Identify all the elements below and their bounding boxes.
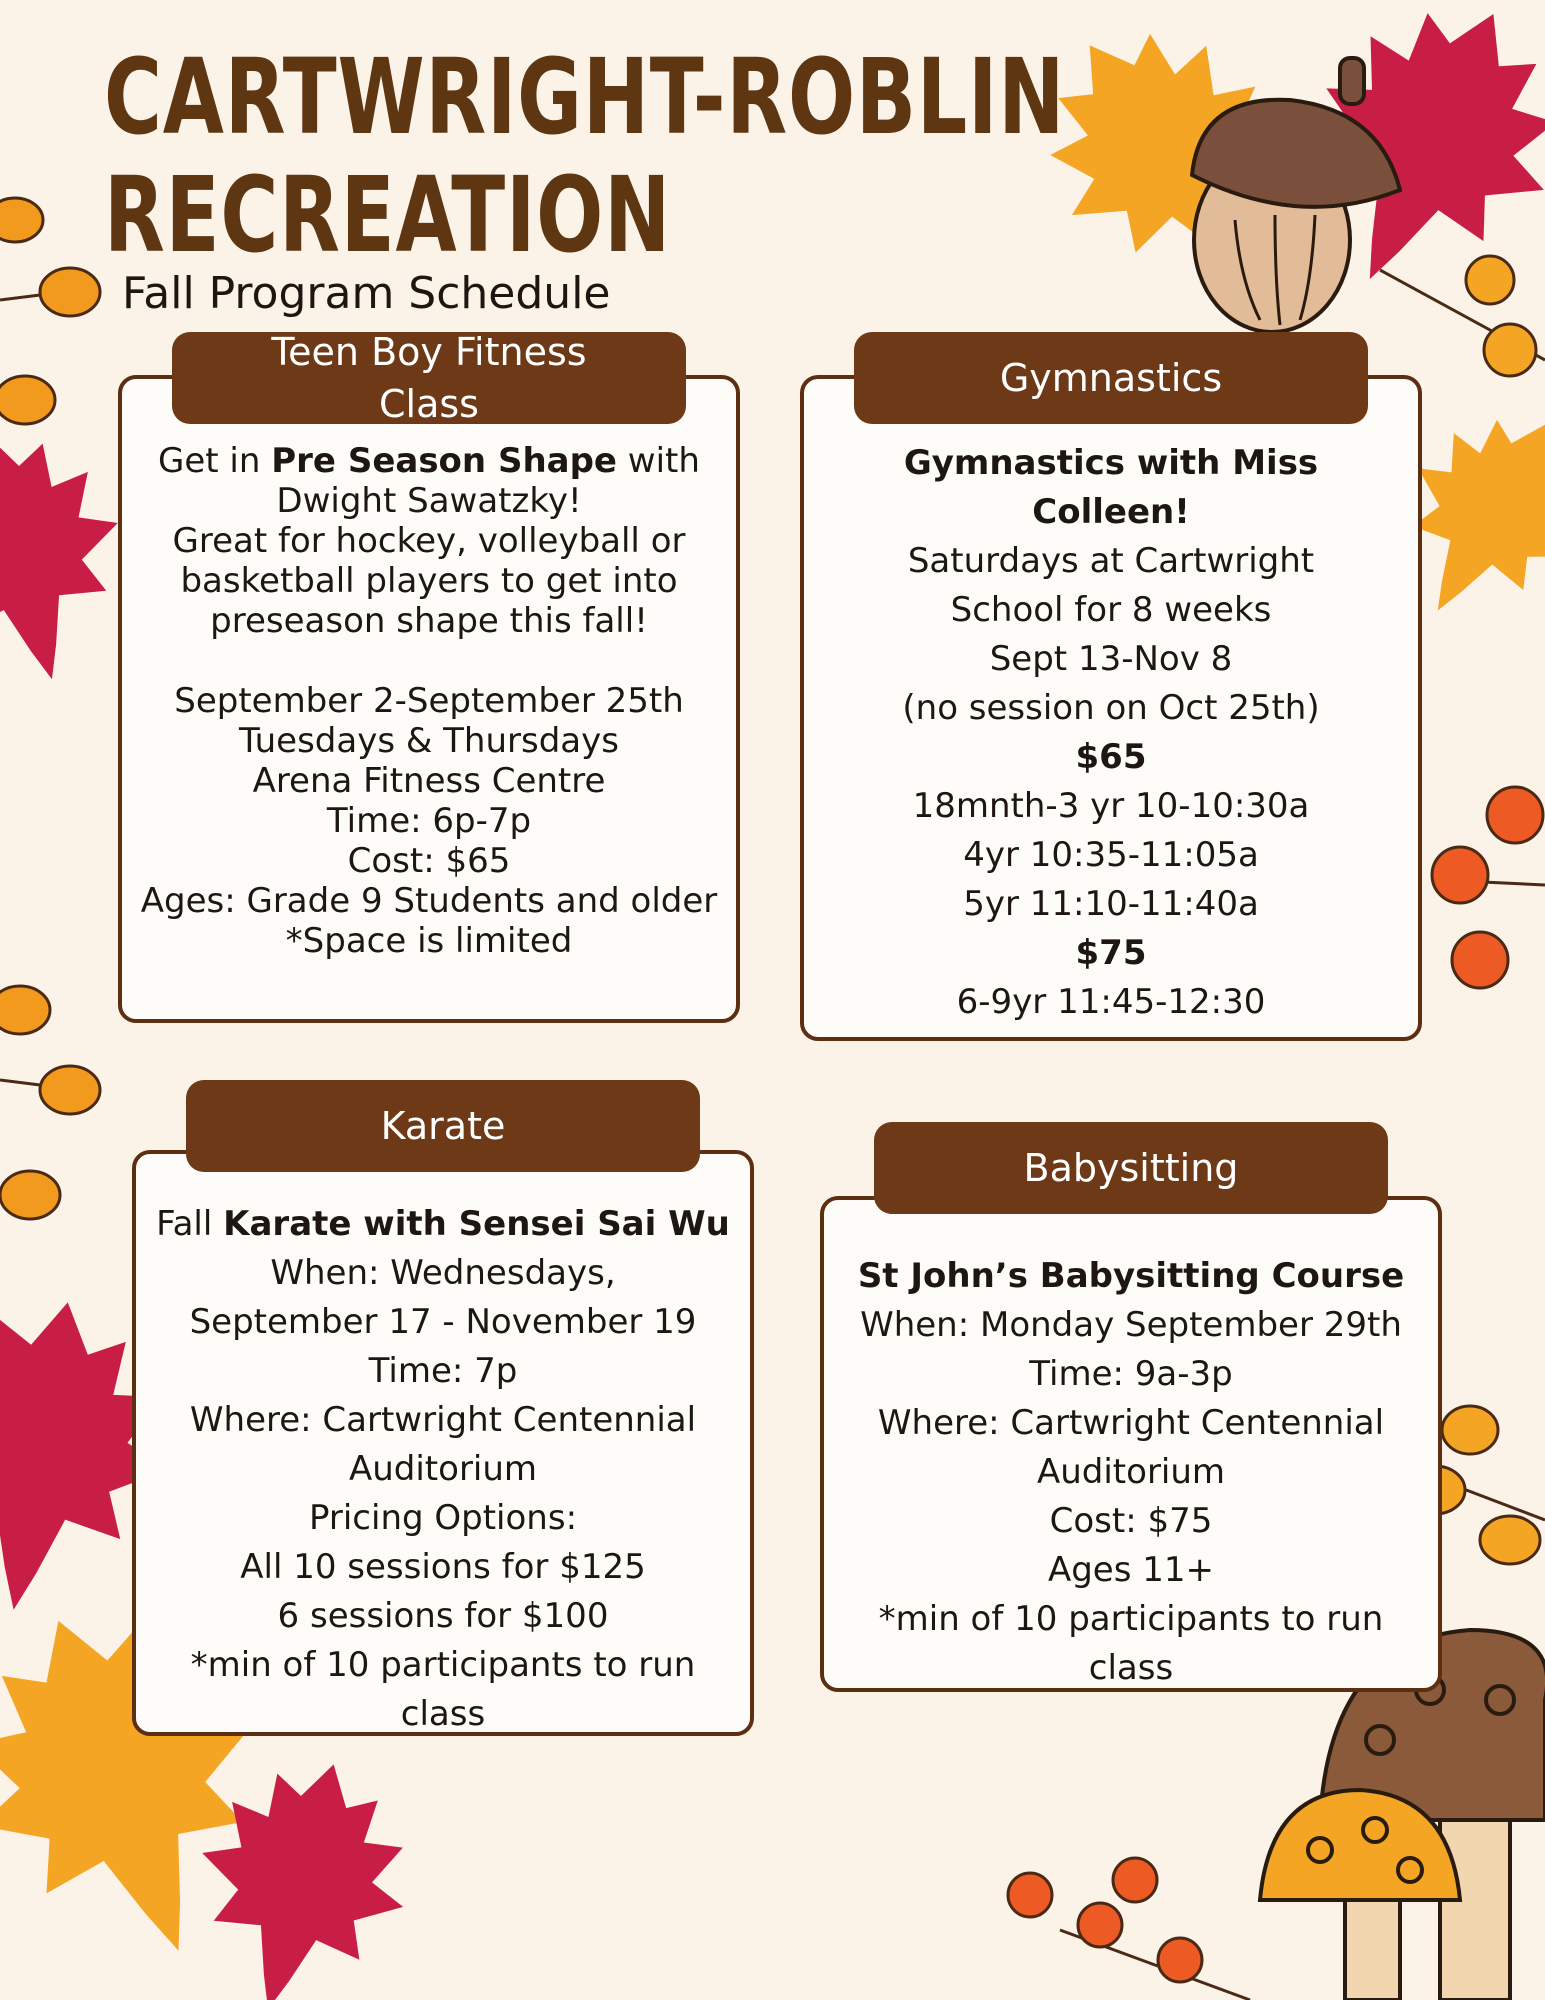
karate-line — [136, 1347, 750, 1396]
karate-card — [132, 1150, 754, 1736]
line-text: Time: 7p — [368, 1351, 518, 1391]
line-text: 18mnth-3 yr 10-10:30a — [912, 786, 1310, 826]
gymnastics-title: Gymnastics — [999, 356, 1223, 400]
line-text: class — [1088, 1648, 1174, 1688]
gymnastics-line — [804, 684, 1418, 733]
gymnastics-line — [804, 880, 1418, 929]
babysitting-details — [824, 1252, 1438, 1693]
line-bold-text: Karate with Sensei Sai Wu — [223, 1204, 730, 1244]
line-text: Auditorium — [348, 1449, 538, 1489]
line-text: Dwight Sawatzky! — [276, 481, 582, 521]
teen-fitness-details — [122, 441, 736, 961]
karate-line — [136, 1494, 750, 1543]
teen-fitness-line — [122, 681, 736, 721]
teen-fitness-line — [122, 721, 736, 761]
line-text: Where: Cartwright Centennial — [877, 1403, 1385, 1443]
line-text: 4yr 10:35-11:05a — [963, 835, 1259, 875]
line-text: Time: 6p-7p — [326, 801, 532, 841]
teen-fitness-line — [122, 561, 736, 601]
babysitting-line — [824, 1252, 1438, 1301]
babysitting-line — [824, 1350, 1438, 1399]
babysitting-line — [824, 1595, 1438, 1644]
line-text: Get in — [158, 441, 272, 481]
karate-banner — [186, 1080, 700, 1172]
teen-fitness-banner — [172, 332, 686, 424]
teen-fitness-card — [118, 375, 740, 1023]
babysitting-line — [824, 1301, 1438, 1350]
gymnastics-line — [804, 537, 1418, 586]
line-text: Where: Cartwright Centennial — [189, 1400, 697, 1440]
line-text: (no session on Oct 25th) — [902, 688, 1320, 728]
gymnastics-line — [804, 978, 1418, 1027]
karate-line — [136, 1690, 750, 1739]
babysitting-line — [824, 1546, 1438, 1595]
line-text: When: Monday September 29th — [860, 1305, 1402, 1345]
line-text: preseason shape this fall! — [210, 601, 648, 641]
page-title — [104, 38, 1065, 274]
line-text: Fall — [156, 1204, 224, 1244]
line-text: Time: 9a-3p — [1029, 1354, 1233, 1394]
line-bold-text: Colleen! — [1032, 492, 1190, 532]
teen-fitness-line — [122, 881, 736, 921]
line-text: *min of 10 participants to run — [878, 1599, 1384, 1639]
karate-line — [136, 1249, 750, 1298]
gymnastics-line — [804, 586, 1418, 635]
gymnastics-banner — [854, 332, 1368, 424]
line-text: Cost: $75 — [1049, 1501, 1213, 1541]
teen-fitness-line — [122, 921, 736, 961]
line-text: Arena Fitness Centre — [252, 761, 606, 801]
line-spacer — [122, 641, 736, 681]
gymnastics-line — [804, 635, 1418, 684]
gymnastics-line — [804, 439, 1418, 488]
line-text: School for 8 weeks — [950, 590, 1272, 630]
line-text: September 17 - November 19 — [189, 1302, 697, 1342]
berry-branch-icon — [0, 198, 100, 1219]
line-text: All 10 sessions for $125 — [240, 1547, 646, 1587]
karate-line — [136, 1396, 750, 1445]
teen-fitness-line — [122, 761, 736, 801]
karate-line — [136, 1445, 750, 1494]
gymnastics-details — [804, 439, 1418, 1027]
karate-line — [136, 1592, 750, 1641]
line-text: *min of 10 participants to run — [190, 1645, 696, 1685]
gymnastics-line — [804, 929, 1418, 978]
line-text: Tuesdays & Thursdays — [239, 721, 619, 761]
babysitting-banner — [874, 1122, 1388, 1214]
karate-line — [136, 1543, 750, 1592]
line-text: 6 sessions for $100 — [277, 1596, 609, 1636]
teen-fitness-line — [122, 481, 736, 521]
karate-line — [136, 1641, 750, 1690]
teen-fitness-line — [122, 521, 736, 561]
line-text: Ages: Grade 9 Students and older — [140, 881, 718, 921]
line-text: September 2-September 25th — [174, 681, 684, 721]
babysitting-card — [820, 1196, 1442, 1692]
gymnastics-line — [804, 488, 1418, 537]
teen-fitness-line — [122, 601, 736, 641]
line-bold-text: $75 — [1075, 933, 1147, 973]
teen-fitness-line — [122, 801, 736, 841]
gymnastics-line — [804, 782, 1418, 831]
line-text: 5yr 11:10-11:40a — [963, 884, 1259, 924]
line-text: *Space is limited — [285, 921, 573, 961]
line-bold-text: Gymnastics with Miss — [903, 443, 1319, 483]
teen-fitness-line — [122, 841, 736, 881]
line-text: Saturdays at Cartwright — [907, 541, 1315, 581]
babysitting-line — [824, 1399, 1438, 1448]
line-bold-text: $65 — [1075, 737, 1147, 777]
gymnastics-line — [804, 733, 1418, 782]
line-text: Pricing Options: — [308, 1498, 578, 1538]
line-text: Great for hockey, volleyball or — [172, 521, 686, 561]
line-bold-text: St John’s Babysitting Course — [857, 1256, 1405, 1296]
teen-fitness-title: Teen Boy Fitness Class — [271, 330, 587, 426]
karate-line — [136, 1298, 750, 1347]
line-text: basketball players to get into — [180, 561, 678, 601]
babysitting-line — [824, 1497, 1438, 1546]
title-line-1: CARTWRIGHT-ROBLIN — [104, 36, 1066, 158]
line-text: 6-9yr 11:45-12:30 — [956, 982, 1266, 1022]
teen-fitness-line — [122, 441, 736, 481]
line-text: class — [400, 1694, 486, 1734]
babysitting-title: Babysitting — [1023, 1146, 1239, 1190]
title-line-2: RECREATION — [104, 154, 672, 276]
line-text: Cost: $65 — [347, 841, 511, 881]
line-text: Auditorium — [1036, 1452, 1226, 1492]
line-text: Sept 13-Nov 8 — [989, 639, 1233, 679]
page-subtitle: Fall Program Schedule — [122, 268, 611, 319]
babysitting-line — [824, 1644, 1438, 1693]
babysitting-line — [824, 1448, 1438, 1497]
line-text: with — [617, 441, 700, 481]
line-text: Ages 11+ — [1047, 1550, 1215, 1590]
karate-line — [136, 1200, 750, 1249]
line-bold-text: Pre Season Shape — [271, 441, 617, 481]
karate-title: Karate — [380, 1104, 506, 1148]
karate-details — [136, 1200, 750, 1739]
gymnastics-card — [800, 375, 1422, 1041]
line-text: When: Wednesdays, — [270, 1253, 616, 1293]
gymnastics-line — [804, 831, 1418, 880]
